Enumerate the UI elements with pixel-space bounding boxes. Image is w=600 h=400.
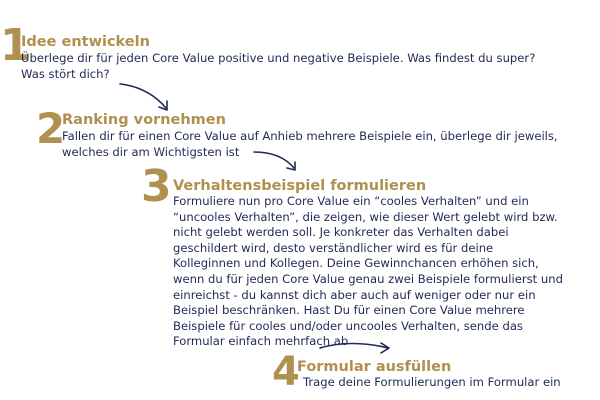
step-3-line-4: geschildert wird, desto verständlicher wird es für deine (173, 240, 494, 255)
step-3-line-1: Formuliere nun pro Core Value ein “cooles Verhalten” und ein (173, 194, 529, 208)
step-2-line-1: Fallen dir für einen Core Value auf Anhieb mehrere Beispiele ein, überlege dir jeweils, (62, 129, 558, 143)
step-1-title: Idee entwickeln (21, 34, 150, 50)
step-3-line-2: “uncooles Verhalten”, die zeigen, wie dieser Wert gelebt wird bzw. (173, 209, 558, 224)
step-3-title: Verhaltensbeispiel formulieren (173, 178, 427, 194)
step-1-description (21, 51, 591, 82)
step-3-line-6: wenn du für jeden Core Value genau zwei Beispiele formulierst und (173, 271, 563, 286)
step-3-line-9: Beispiele für cooles und/oder uncooles Verhalten, sende das (173, 318, 523, 333)
step-2-line-2: welches dir am Wichtigsten ist (62, 144, 240, 159)
step-2-number: 2 (36, 104, 66, 153)
step-3-line-8: Beispiel beschränken. Hast Du für einen Core Value mehrere (173, 303, 525, 318)
arrow-step-3-to-4 (318, 334, 398, 360)
step-4-description (303, 375, 598, 391)
step-4-title: Formular ausfüllen (297, 359, 452, 375)
arrow-step-2-to-3 (252, 150, 302, 178)
step-2-description (62, 129, 598, 160)
step-3-line-10: Formular einfach mehrfach ab (173, 334, 349, 349)
step-1-line-2: Was stört dich? (21, 66, 110, 81)
step-4-line-1: Trage deine Formulierungen im Formular ein (303, 375, 561, 389)
step-4-number: 4 (272, 349, 300, 395)
step-3-description (173, 194, 593, 350)
step-1-line-1: Überlege dir für jeden Core Value positive und negative Beispiele. Was findest du super? (21, 51, 536, 65)
step-3-line-7: einreichst - du kannst dich aber auch auf weniger oder nur ein (173, 287, 536, 302)
step-2-title: Ranking vornehmen (62, 112, 226, 128)
step-1-number: 1 (0, 20, 31, 71)
step-3-line-5: Kolleginnen und Kollegen. Deine Gewinnchancen erhöhen sich, (173, 256, 539, 271)
step-3-number: 3 (141, 161, 172, 212)
step-3-line-3: nicht gelebt werden soll. Je konkreter das Verhalten dabei (173, 225, 509, 240)
